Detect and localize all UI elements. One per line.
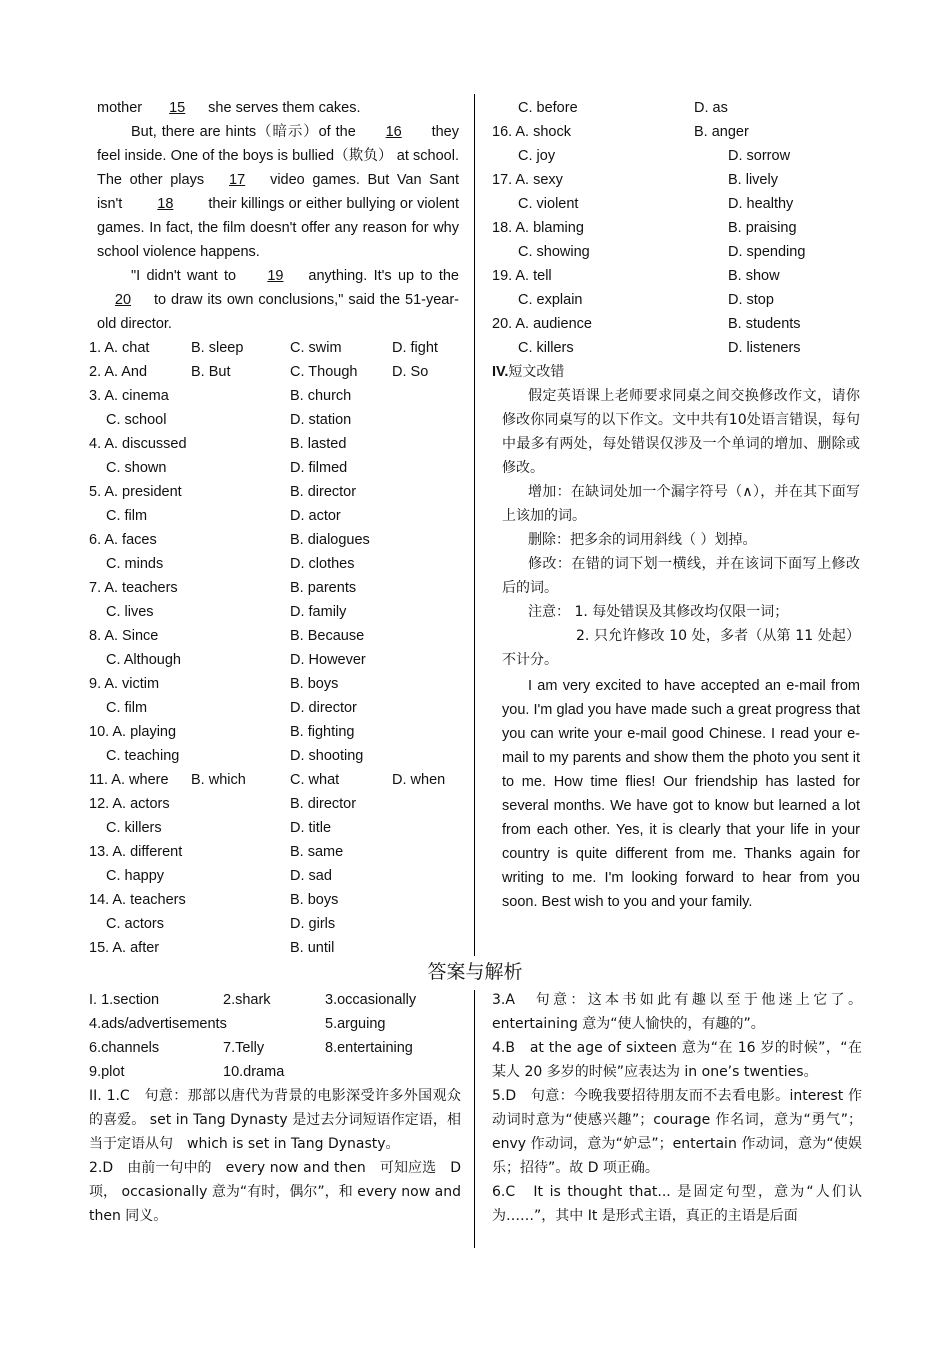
option-row (89, 792, 459, 816)
option-row (492, 168, 860, 192)
option-a: 4. A. discussed (89, 436, 187, 452)
option-row (492, 288, 860, 312)
option-c: C. swim (290, 340, 342, 356)
explanation-4: 4.B at the age of sixteen 意为“在 16 岁的时候”，“在某人 20 多岁的时候”应表达为 in one’s twenties。 (492, 1040, 862, 1080)
passage-continuation: mother 15 she serves them cakes. But, there are hints（暗示）of the 16 they feel inside. One of the boys is bullied（欺负） at school. The other plays 17 video games. But Van Sant isn't 18 their killings or either bullying or violent games. In fact, the film doesn't offer any reason for why school violence happens. "I didn't want to 19 anything. It's up to the 20 to draw its own conclusions," said the 51-year-old director. (97, 96, 459, 336)
option-a: 15. A. after (89, 940, 160, 956)
explanation-5: 5.D 句意：今晚我要招待朋友而不去看电影。interest 作动词时意为“使感兴趣”；courage 作名词，意为“勇气”；envy 作动词，意为“妒忌”；entertain 作动词，意为“使娱乐；招待”。故 D 项正确。 (492, 1088, 862, 1176)
option-a: 10. A. playing (89, 724, 177, 740)
option-a: C. showing (518, 244, 590, 260)
answer-row: I. 1.section 2.shark 3.occasionally (89, 992, 417, 1008)
option-row (89, 360, 459, 384)
option-a: 6. A. faces (89, 532, 157, 548)
option-a: 3. A. cinema (89, 388, 169, 404)
option-row (89, 456, 459, 480)
explanation-3: 3.A 句意：这本书如此有趣以至于他迷上它了。entertaining 意为“使人愉快的，有趣的”。 (492, 992, 862, 1032)
option-a: C. killers (518, 340, 574, 356)
options-list-right (492, 96, 860, 360)
option-a: 16. A. shock (492, 124, 571, 140)
option-b: D. family (290, 604, 347, 620)
option-c: C. what (290, 772, 340, 788)
option-row (89, 384, 459, 408)
answer-row: 4.ads/advertisements 5.arguing (89, 1016, 386, 1032)
option-a: C. killers (106, 820, 162, 836)
option-row (89, 672, 459, 696)
option-b: B. show (728, 268, 780, 284)
blank-16: 16 (385, 124, 402, 140)
option-c: C. Though (290, 364, 358, 380)
answers-left-column (89, 988, 461, 1228)
option-b: D. sorrow (728, 148, 791, 164)
option-a: 14. A. teachers (89, 892, 186, 908)
option-row (89, 504, 459, 528)
option-row (89, 600, 459, 624)
explanation-ii-2: 2.D 由前一句中的 every now and then 可知应选 D 项， occasionally 意为“有时，偶尔”，和 every now and then 同义。 (89, 1160, 461, 1224)
option-row (492, 120, 860, 144)
option-b: B. church (290, 388, 352, 404)
option-a: 7. A. teachers (89, 580, 178, 596)
left-column (89, 96, 459, 960)
option-row (492, 96, 860, 120)
option-a: 12. A. actors (89, 796, 170, 812)
option-a: C. happy (106, 868, 165, 884)
column-divider-bottom (474, 990, 475, 1248)
option-row (89, 336, 459, 360)
note-1: 注意： 1. 每处错误及其修改均仅限一词； (528, 604, 789, 620)
option-b: B. director (290, 796, 357, 812)
option-a: C. school (106, 412, 167, 428)
blank-20: 20 (114, 292, 132, 308)
option-a: C. explain (518, 292, 583, 308)
option-b: B. anger (694, 124, 749, 140)
option-row (89, 936, 459, 960)
option-a: 18. A. blaming (492, 220, 584, 236)
option-b: B. director (290, 484, 357, 500)
option-b: D. girls (290, 916, 336, 932)
option-b: D. spending (728, 244, 806, 260)
option-a: 9. A. victim (89, 676, 160, 692)
answers-right-column (492, 988, 862, 1228)
option-b: B. dialogues (290, 532, 370, 548)
option-a: C. before (518, 100, 578, 116)
option-a: C. Although (106, 652, 181, 668)
note-2: 2. 只允许修改 10 处，多者（从第 11 处起）不计分。 (502, 628, 860, 668)
option-b: D. director (290, 700, 357, 716)
option-row (89, 840, 459, 864)
option-a: 1. A. chat (89, 340, 150, 356)
option-b: D. title (290, 820, 332, 836)
essay-text: I am very excited to have accepted an e-mail from you. I'm glad you have made such a great progress that you can write your e-mail good Chinese. I read your e-mail to my parents and show them the photo you sent it to me. How time flies! Our friendship has lasted for several months. We have got to know but learned a lot from each other. Yes, it is clearly that your life in your country is quite different from me. Thanks again for writing to me. I'm looking forward to hear from you soon. Best wish to you and your family. (502, 678, 860, 910)
option-row (89, 744, 459, 768)
option-b: D. station (290, 412, 352, 428)
option-row (492, 216, 860, 240)
option-b: B. which (191, 772, 246, 788)
option-b: D. sad (290, 868, 332, 884)
option-a: C. violent (518, 196, 579, 212)
option-row (492, 240, 860, 264)
option-b: B. fighting (290, 724, 355, 740)
option-b: B. praising (728, 220, 797, 236)
option-d: D. when (392, 772, 446, 788)
option-a: 5. A. president (89, 484, 182, 500)
option-a: C. film (106, 700, 148, 716)
option-row (89, 696, 459, 720)
option-b: B. But (191, 364, 231, 380)
option-row (492, 336, 860, 360)
section-heading: IV.短文改错 (492, 364, 565, 380)
blank-15: 15 (169, 100, 186, 116)
blank-18: 18 (157, 196, 174, 212)
explanation-ii-1: II. 1.C 句意：那部以唐代为背景的电影深受许多外国观众的喜爱。 set in Tang Dynasty 是过去分词短语作定语，相当于定语从句 which is set in Tang Dynasty。 (89, 1088, 461, 1152)
instructions-modify: 修改：在错的词下划一横线，并在该词下面写上修改后的词。 (502, 556, 860, 596)
answer-row: 9.plot 10.drama (89, 1064, 285, 1080)
explanation-6: 6.C It is thought that... 是固定句型，意为“人们认为……”，其中 It 是形式主语，真正的主语是后面 (492, 1184, 862, 1224)
option-a: C. actors (106, 916, 165, 932)
column-divider-top (474, 94, 475, 956)
option-row (89, 624, 459, 648)
option-row (89, 912, 459, 936)
option-b: D. stop (728, 292, 774, 308)
answer-row: 6.channels 7.Telly 8.entertaining (89, 1040, 413, 1056)
option-row (89, 888, 459, 912)
option-a: 13. A. different (89, 844, 183, 860)
option-row (492, 264, 860, 288)
instructions-delete: 删除：把多余的词用斜线（ ）划掉。 (528, 532, 757, 548)
option-a: 17. A. sexy (492, 172, 563, 188)
option-row (89, 432, 459, 456)
option-row (89, 528, 459, 552)
option-a: C. minds (106, 556, 164, 572)
option-b: B. sleep (191, 340, 244, 356)
option-b: B. Because (290, 628, 365, 644)
instructions-intro: 假定英语课上老师要求同桌之间交换修改作文，请你修改你同桌写的以下作文。文中共有10处语言错误，每句中最多有两处，每处错误仅涉及一个单词的增加、删除或修改。 (502, 388, 860, 476)
option-a: 11. A. where (89, 772, 169, 788)
option-row (89, 864, 459, 888)
option-row (89, 768, 459, 792)
option-b: B. boys (290, 676, 339, 692)
option-a: C. lives (106, 604, 154, 620)
option-b: D. actor (290, 508, 341, 524)
option-d: D. fight (392, 340, 438, 356)
right-column (492, 96, 860, 914)
option-b: D. as (694, 100, 728, 116)
option-b: B. until (290, 940, 335, 956)
option-a: C. film (106, 508, 148, 524)
option-row (89, 480, 459, 504)
answers-title: 答案与解析 (427, 961, 523, 983)
option-a: C. shown (106, 460, 167, 476)
option-b: D. listeners (728, 340, 801, 356)
option-row (492, 312, 860, 336)
option-row (492, 144, 860, 168)
option-row (89, 576, 459, 600)
option-row (89, 816, 459, 840)
option-b: B. same (290, 844, 344, 860)
option-a: 2. A. And (89, 364, 148, 380)
option-b: D. However (290, 652, 366, 668)
option-b: D. healthy (728, 196, 794, 212)
option-b: B. lasted (290, 436, 347, 452)
option-a: 19. A. tell (492, 268, 552, 284)
options-list-left (89, 336, 459, 960)
option-a: 8. A. Since (89, 628, 159, 644)
option-d: D. So (392, 364, 429, 380)
option-b: B. boys (290, 892, 339, 908)
option-b: B. parents (290, 580, 357, 596)
option-row (89, 720, 459, 744)
option-a: 20. A. audience (492, 316, 592, 332)
option-a: C. teaching (106, 748, 180, 764)
blank-17: 17 (229, 172, 246, 188)
option-b: D. clothes (290, 556, 355, 572)
option-b: D. shooting (290, 748, 364, 764)
option-a: C. joy (518, 148, 556, 164)
option-b: B. students (728, 316, 801, 332)
option-row (89, 408, 459, 432)
option-b: D. filmed (290, 460, 348, 476)
blank-19: 19 (267, 268, 284, 284)
option-row (89, 648, 459, 672)
option-row (89, 552, 459, 576)
option-row (492, 192, 860, 216)
instructions-add: 增加：在缺词处加一个漏字符号（∧），并在其下面写上该加的词。 (502, 484, 860, 524)
option-b: B. lively (728, 172, 778, 188)
